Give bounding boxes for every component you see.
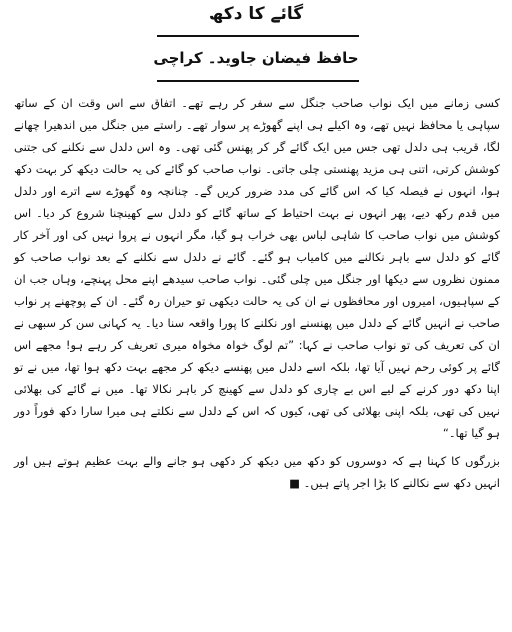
story-paragraph: کسی زمانے میں ایک نواب صاحب جنگل سے سفر کر رہے تھے۔ اتفاق سے اس وقت ان کے ساتھ سپاہی یا محافظ نہیں تھے، وہ اکیلے ہی اپنے گھوڑے پر سوار تھے۔ راستے میں جنگل میں اندھیرا چھانے لگا، قریب ہی دلدل تھی جس میں ایک گائے گر کر پھنس گئی تھی۔ وہ اس دلدل سے نکلنے کی جتنی کوشش کرتی، اتنی ہی مزید پھنستی چلی جاتی۔ نواب صاحب کو گائے کی یہ حالت دیکھ کر بہت دکھ ہوا، انہوں نے فیصلہ کیا کہ اس گائے کی مدد ضرور کریں گے۔ چنانچہ وہ گھوڑے سے اترے اور دلدل میں قدم رکھ دیے، پھر انہوں نے بہت احتیاط کے ساتھ گائے کو دلدل سے کھینچنا شروع کر دیا۔ اس کوشش میں نواب صاحب کا شاہی لباس بھی خراب ہو گیا، مگر انہوں نے پروا نہیں کی اور آخر کار گائے کو دلدل سے باہر نکالنے میں کامیاب ہو گئے۔ گائے نے دلدل سے نکلنے کے بعد نواب صاحب کو ممنون نظروں سے دیکھا اور جنگل میں چلی گئی۔ نواب صاحب سیدھے اپنے محل پہنچے، وہاں جب ان کے سپاہیوں، امیروں اور محافظوں نے ان کی یہ حالت دیکھی تو حیران رہ گئے۔ ان کے پوچھنے پر نواب صاحب نے انہیں گائے کے دلدل میں پھنسنے اور نکلنے کا پورا واقعہ سنا دیا۔ یہ کہانی سن کر سبھی نے ان کی تعریف کی تو نواب صاحب نے کہا: ”تم لوگ خواہ مخواہ میری تعریف کر رہے ہو! مجھے اس گائے پر کوئی رحم نہیں آیا تھا، بلکہ اسے دلدل میں پھنسے دیکھ کر مجھے بہت دکھ ہوا تھا، میں نے تو اپنا دکھ دور کرنے کے لیے اس بے چاری کو دلدل سے کھینچ کر باہر نکالا تھا۔ میں نے گائے کی بھلائی نہیں کی تھی، بلکہ اپنی بھلائی کی تھی، کیوں کہ اس کے دلدل سے نکلتے ہی میرا سارا دکھ فوراً دور ہو گیا تھا۔“ [14,96,500,440]
article-title: گائے کا دکھ [208,4,304,24]
moral-paragraph: بزرگوں کا کہنا ہے کہ دوسروں کو دکھ میں دیکھ کر دکھی ہو جانے والے بہت عظیم ہوتے ہیں اور انہیں دکھ سے نکالنے کا بڑا اجر پاتے ہیں۔ ■ [14,454,500,490]
title-divider-top [157,35,359,37]
author-byline: حافظ فیضان جاوید۔ کراچی [153,49,359,67]
title-divider-bottom [157,80,359,82]
article-body [14,92,500,494]
